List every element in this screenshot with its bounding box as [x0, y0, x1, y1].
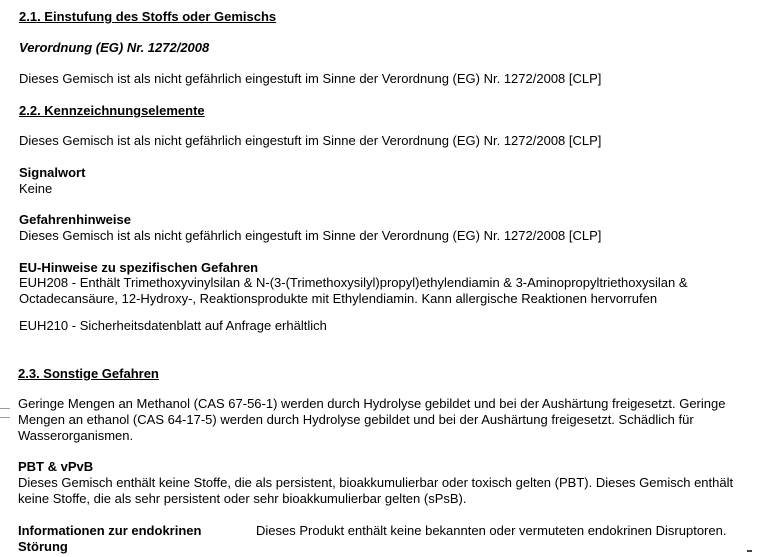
euh208-line-1: EUH208 - Enthält Trimethoxyvinylsilan & N-(3-(Trimethoxysilyl)propyl)ethylendiamin & 3-Aminopropyltriethoxysilan &: [19, 275, 688, 290]
eu-hazard-label: EU-Hinweise zu spezifischen Gefahren: [19, 260, 259, 275]
endocrine-label-line-2: Störung: [18, 539, 68, 554]
pbt-line-1: Dieses Gemisch enthält keine Stoffe, die als persistent, bioakkumulierbar oder toxisch gelten (PBT). Dieses Gemisch enthält: [18, 475, 734, 490]
classification-text: Dieses Gemisch ist als nicht gefährlich eingestuft im Sinne der Verordnung (EG) Nr. 1272/2008 [CLP]: [19, 71, 602, 86]
regulation-label: Verordnung (EG) Nr. 1272/2008: [19, 40, 210, 55]
labelling-text: Dieses Gemisch ist als nicht gefährlich eingestuft im Sinne der Verordnung (EG) Nr. 1272/2008 [CLP]: [19, 133, 602, 148]
pbt-label: PBT & vPvB: [18, 459, 94, 474]
signal-word-label: Signalwort: [19, 165, 86, 180]
endocrine-label-line-1: Informationen zur endokrinen: [18, 523, 202, 538]
section-2-1-heading: 2.1. Einstufung des Stoffs oder Gemischs: [19, 9, 277, 24]
pbt-line-2: keine Stoffe, die als sehr persistent oder sehr bioakkumulierbar gelten (sPsB).: [18, 491, 467, 506]
hazard-statements-label: Gefahrenhinweise: [19, 212, 131, 227]
hazard-statements-value: Dieses Gemisch ist als nicht gefährlich eingestuft im Sinne der Verordnung (EG) Nr. 1272/2008 [CLP]: [19, 228, 602, 243]
euh210-statement: EUH210 - Sicherheitsdatenblatt auf Anfrage erhältlich: [19, 318, 327, 333]
section-2-2-heading: 2.2. Kennzeichnungselemente: [19, 103, 205, 118]
page-dot-mark: [747, 550, 752, 552]
methanol-line-3: Wasserorganismen.: [18, 428, 134, 443]
methanol-line-2: Mengen an ethanol (CAS 64-17-5) werden durch Hydrolyse gebildet und bei der Aushärtung freigesetzt. Schädlich für: [18, 412, 694, 427]
signal-word-value: Keine: [19, 181, 53, 196]
page-edge-marker: [0, 408, 10, 418]
section-2-3-heading: 2.3. Sonstige Gefahren: [18, 366, 159, 381]
methanol-line-1: Geringe Mengen an Methanol (CAS 67-56-1) werden durch Hydrolyse gebildet und bei der Aushärtung freigesetzt. Geringe: [18, 396, 726, 411]
euh208-line-2: Octadecansäure, 12-Hydroxy-, Reaktionsprodukte mit Ethylendiamin. Kann allergische Reaktionen hervorrufen: [19, 291, 658, 306]
endocrine-value: Dieses Produkt enthält keine bekannten oder vermuteten endokrinen Disruptoren.: [256, 523, 727, 538]
